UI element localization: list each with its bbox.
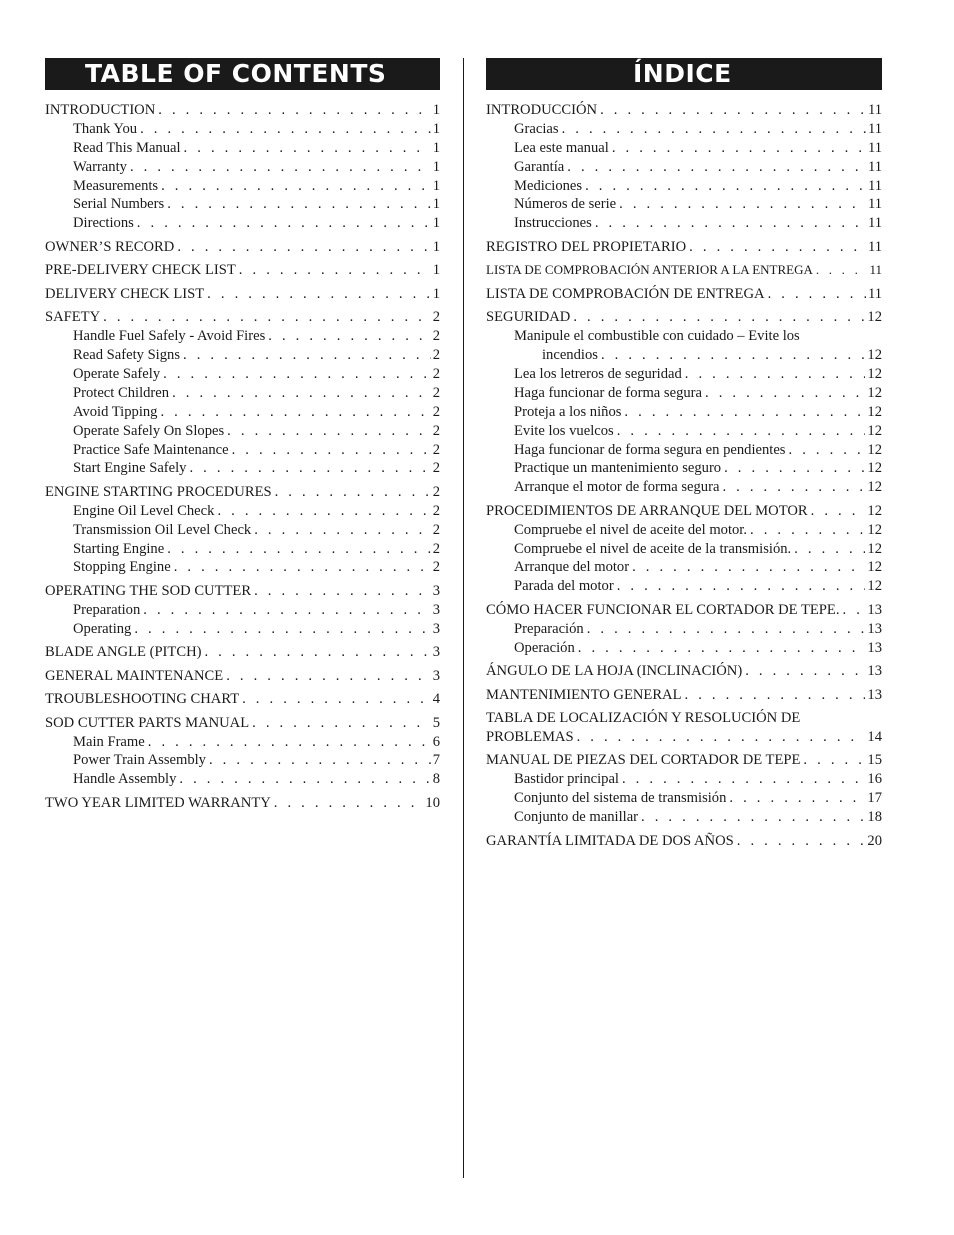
entry-title: Operación	[514, 639, 575, 656]
entry-title: Measurements	[73, 177, 159, 194]
toc-subsection-entry[interactable]	[486, 808, 882, 827]
leader-dots	[689, 238, 866, 257]
page-number: 11	[867, 215, 882, 232]
entry-title: Garantía	[514, 158, 565, 175]
toc-section-entry[interactable]	[486, 662, 882, 681]
entry-title: Handle Assembly	[73, 771, 177, 788]
toc-subsection-entry[interactable]	[486, 214, 882, 233]
page-number: 2	[432, 365, 440, 382]
entry-title: Directions	[73, 215, 134, 232]
entry-title: Start Engine Safely	[73, 460, 187, 477]
toc-subsection-entry[interactable]	[486, 521, 882, 540]
page-number: 17	[867, 790, 882, 807]
toc-subsection-entry[interactable]	[45, 384, 440, 403]
toc-section-entry[interactable]	[45, 690, 440, 709]
page-number: 1	[432, 102, 440, 118]
entry-title: Stopping Engine	[73, 559, 171, 576]
toc-title: TABLE OF CONTENTS	[45, 58, 440, 90]
entry-title: Thank You	[73, 120, 138, 137]
entry-title: Engine Oil Level Check	[73, 502, 215, 519]
toc-subsection-entry[interactable]	[486, 139, 882, 158]
page-number: 2	[432, 460, 440, 477]
page-number: 6	[432, 733, 440, 750]
entry-title: Operating	[73, 620, 132, 637]
entry-title: Handle Fuel Safely - Avoid Fires	[73, 328, 266, 345]
toc-subsection-entry[interactable]	[45, 120, 440, 139]
toc-section-entry[interactable]	[45, 794, 440, 813]
toc-subsection-entry[interactable]	[486, 346, 882, 365]
toc-subsection-entry[interactable]	[45, 365, 440, 384]
toc-subsection-entry[interactable]	[45, 620, 440, 639]
leader-dots	[641, 808, 865, 827]
toc-subsection-entry[interactable]	[45, 770, 440, 789]
leader-dots	[578, 639, 866, 658]
page-number: 20	[867, 832, 882, 849]
leader-dots	[595, 214, 866, 233]
page-number: 12	[867, 365, 882, 382]
entry-title: INTRODUCTION	[45, 102, 156, 118]
page-number: 11	[869, 262, 882, 278]
entry-title: incendios	[542, 347, 598, 364]
entry-title: TABLA DE LOCALIZACIÓN Y RESOLUCIÓN DE	[486, 710, 801, 727]
toc-section-entry[interactable]	[486, 261, 882, 280]
page-number: 1	[432, 215, 440, 232]
leader-dots	[275, 483, 431, 502]
toc-english	[45, 58, 440, 813]
page-number: 2	[432, 384, 440, 401]
entry-title: Read Safety Signs	[73, 347, 181, 364]
page-number: 12	[867, 479, 882, 496]
entry-title: Números de serie	[514, 196, 617, 213]
entry-title: LISTA DE COMPROBACIÓN ANTERIOR A LA ENTREGA	[486, 262, 813, 278]
entry-title: SEGURIDAD	[486, 309, 571, 326]
entry-title: Haga funcionar de forma segura en pendientes	[514, 441, 786, 458]
leader-dots	[254, 521, 430, 540]
toc-section-entry[interactable]	[486, 502, 882, 521]
entry-title: PROCEDIMIENTOS DE ARRANQUE DEL MOTOR	[486, 502, 808, 519]
toc-section-entry[interactable]	[486, 728, 882, 747]
page-number: 11	[867, 120, 882, 137]
toc-subsection-entry[interactable]	[45, 195, 440, 214]
toc-subsection-entry[interactable]	[486, 384, 882, 403]
page-number: 2	[432, 521, 440, 538]
leader-dots	[768, 285, 866, 304]
leader-dots	[705, 384, 865, 403]
leader-dots	[174, 558, 431, 577]
toc-subsection-entry[interactable]	[45, 177, 440, 196]
page-number: 7	[432, 752, 440, 769]
page-number: 12	[867, 403, 882, 420]
leader-dots	[587, 620, 866, 639]
leader-dots	[232, 441, 431, 460]
entry-title: Gracias	[514, 120, 559, 137]
page-number: 8	[432, 771, 440, 788]
leader-dots	[624, 403, 865, 422]
entry-title: ENGINE STARTING PROCEDURES	[45, 483, 272, 500]
entry-title: Transmission Oil Level Check	[73, 521, 252, 538]
leader-dots	[143, 601, 430, 620]
page-number: 3	[432, 667, 440, 684]
entry-title: Instrucciones	[514, 215, 592, 232]
page-number: 12	[867, 422, 882, 439]
toc-subsection-entry[interactable]	[486, 478, 882, 497]
leader-dots	[242, 690, 431, 709]
entry-title: Serial Numbers	[73, 196, 165, 213]
page-number: 2	[432, 559, 440, 576]
entry-title: Lea este manual	[514, 139, 609, 156]
toc-section-entry[interactable]	[45, 667, 440, 686]
toc-subsection-entry[interactable]	[45, 403, 440, 422]
page-number: 12	[867, 347, 882, 364]
page-number: 13	[867, 620, 882, 637]
page-number: 12	[867, 559, 882, 576]
toc-subsection-entry[interactable]	[45, 502, 440, 521]
leader-dots	[183, 346, 431, 365]
entry-title: Practice Safe Maintenance	[73, 441, 229, 458]
page-number: 16	[867, 771, 882, 788]
page-number: 11	[867, 177, 882, 194]
toc-subsection-entry[interactable]	[486, 441, 882, 460]
leader-dots	[811, 502, 866, 521]
page-number: 10	[425, 794, 440, 811]
leader-dots	[601, 346, 865, 365]
leader-dots	[134, 620, 430, 639]
toc-subsection-entry[interactable]	[45, 214, 440, 233]
leader-dots	[172, 384, 431, 403]
leader-dots	[750, 521, 865, 540]
leader-dots	[163, 365, 431, 384]
entry-title: PROBLEMAS	[486, 728, 574, 745]
entry-title: Practique un mantenimiento seguro	[514, 460, 722, 477]
toc-section-entry[interactable]	[45, 308, 440, 327]
page-number: 3	[432, 644, 440, 661]
page-number: 12	[867, 540, 882, 557]
entry-title: Preparación	[514, 620, 584, 637]
page-number: 11	[867, 285, 882, 302]
page-number: 12	[867, 441, 882, 458]
entry-title: Haga funcionar de forma segura	[514, 384, 703, 401]
leader-dots	[737, 832, 866, 851]
entry-title: REGISTRO DEL PROPIETARIO	[486, 238, 687, 255]
entry-title: Protect Children	[73, 384, 170, 401]
toc-section-entry[interactable]	[486, 285, 882, 304]
page-number: 2	[432, 328, 440, 345]
toc-subsection-entry[interactable]	[486, 422, 882, 441]
page-number: 12	[867, 384, 882, 401]
leader-dots	[585, 177, 866, 196]
toc-spanish	[486, 58, 882, 850]
toc-subsection-entry[interactable]	[486, 770, 882, 789]
toc-section-entry[interactable]	[486, 686, 882, 705]
leader-dots	[177, 238, 430, 257]
page-number: 11	[867, 139, 882, 156]
column-divider	[463, 58, 464, 1178]
page-number: 13	[867, 601, 882, 618]
entry-title: Starting Engine	[73, 540, 165, 557]
toc-list-english	[45, 101, 440, 813]
leader-dots	[239, 261, 431, 280]
leader-dots	[209, 751, 431, 770]
page-number: 2	[432, 441, 440, 458]
leader-dots	[794, 540, 865, 559]
leader-dots	[567, 158, 866, 177]
page-number: 18	[867, 809, 882, 826]
toc-subsection-entry[interactable]	[45, 521, 440, 540]
toc-subsection-entry[interactable]	[486, 620, 882, 639]
entry-title: Avoid Tipping	[73, 403, 158, 420]
toc-subsection-entry[interactable]	[486, 177, 882, 196]
leader-dots	[103, 308, 431, 327]
leader-dots	[632, 558, 865, 577]
page-number: 1	[432, 158, 440, 175]
leader-dots	[722, 478, 865, 497]
page-number: 1	[432, 177, 440, 194]
toc-subsection-entry[interactable]	[486, 327, 882, 346]
toc-section-entry[interactable]	[486, 709, 882, 728]
page-number: 12	[867, 578, 882, 595]
entry-title: Operate Safely	[73, 365, 161, 382]
leader-dots	[148, 733, 431, 752]
leader-dots	[226, 667, 430, 686]
leader-dots	[268, 327, 430, 346]
page-number: 12	[867, 521, 882, 538]
toc-subsection-entry[interactable]	[45, 459, 440, 478]
entry-title: Operate Safely On Slopes	[73, 422, 225, 439]
entry-title: Lea los letreros de seguridad	[514, 365, 682, 382]
leader-dots	[179, 770, 430, 789]
entry-title: Evite los vuelcos	[514, 422, 614, 439]
leader-dots	[685, 686, 866, 705]
page-number: 2	[432, 422, 440, 439]
entry-title: MANUAL DE PIEZAS DEL CORTADOR DE TEPE	[486, 752, 801, 769]
entry-title: Manipule el combustible con cuidado – Evite los	[514, 328, 800, 345]
toc-section-entry[interactable]	[486, 308, 882, 327]
leader-dots	[161, 177, 431, 196]
toc-subsection-entry[interactable]	[486, 120, 882, 139]
toc-section-entry[interactable]	[45, 483, 440, 502]
entry-title: Preparation	[73, 601, 141, 618]
leader-dots	[140, 120, 431, 139]
page-number: 13	[867, 663, 882, 680]
toc-section-entry[interactable]	[486, 832, 882, 851]
entry-title: TWO YEAR LIMITED WARRANTY	[45, 794, 271, 811]
page-number: 13	[867, 686, 882, 703]
toc-subsection-entry[interactable]	[486, 403, 882, 422]
entry-title: Power Train Assembly	[73, 752, 206, 769]
leader-dots	[577, 728, 866, 747]
page-number: 3	[432, 582, 440, 599]
toc-subsection-entry[interactable]	[486, 158, 882, 177]
leader-dots	[217, 502, 430, 521]
page-number: 2	[432, 309, 440, 326]
entry-title: DELIVERY CHECK LIST	[45, 285, 205, 302]
toc-subsection-entry[interactable]	[45, 733, 440, 752]
leader-dots	[158, 101, 430, 120]
entry-title: TROUBLESHOOTING CHART	[45, 691, 240, 708]
toc-section-entry[interactable]	[45, 582, 440, 601]
page-number: 11	[867, 238, 882, 255]
leader-dots	[160, 403, 430, 422]
leader-dots	[617, 422, 866, 441]
toc-section-entry[interactable]	[45, 238, 440, 257]
leader-dots	[617, 577, 866, 596]
toc-section-entry[interactable]	[45, 261, 440, 280]
page-number: 1	[432, 285, 440, 302]
leader-dots	[207, 285, 431, 304]
entry-title: ÁNGULO DE LA HOJA (INCLINACIÓN)	[486, 663, 743, 680]
page-number: 2	[432, 502, 440, 519]
page-number: 13	[867, 639, 882, 656]
toc-subsection-entry[interactable]	[45, 158, 440, 177]
leader-dots	[729, 789, 865, 808]
toc-section-entry[interactable]	[45, 285, 440, 304]
page-number: 3	[432, 620, 440, 637]
entry-title: Compruebe el nivel de aceite de la transmisión.	[514, 540, 792, 557]
toc-section-entry[interactable]	[486, 238, 882, 257]
leader-dots	[816, 261, 868, 280]
toc-subsection-entry[interactable]	[486, 459, 882, 478]
entry-title: Warranty	[73, 158, 127, 175]
leader-dots	[724, 459, 865, 478]
entry-title: CÓMO HACER FUNCIONAR EL CORTADOR DE TEPE.	[486, 601, 840, 618]
leader-dots	[612, 139, 866, 158]
leader-dots	[254, 582, 431, 601]
page-number: 1	[432, 196, 440, 213]
entry-title: Compruebe el nivel de aceite del motor.	[514, 521, 748, 538]
entry-title: MANTENIMIENTO GENERAL	[486, 686, 682, 703]
toc-subsection-entry[interactable]	[486, 558, 882, 577]
toc-subsection-entry[interactable]	[45, 601, 440, 620]
leader-dots	[137, 214, 431, 233]
toc-subsection-entry[interactable]	[486, 789, 882, 808]
toc-subsection-entry[interactable]	[45, 441, 440, 460]
toc-list-spanish	[486, 101, 882, 850]
leader-dots	[600, 101, 866, 120]
leader-dots	[130, 158, 431, 177]
toc-subsection-entry[interactable]	[45, 540, 440, 559]
leader-dots	[803, 751, 865, 770]
leader-dots	[843, 601, 866, 620]
entry-title: Parada del motor	[514, 578, 614, 595]
page-number: 3	[432, 601, 440, 618]
toc-subsection-entry[interactable]	[45, 327, 440, 346]
page-number: 2	[432, 483, 440, 500]
toc-subsection-entry[interactable]	[486, 365, 882, 384]
entry-title: Main Frame	[73, 733, 145, 750]
toc-section-entry[interactable]	[45, 643, 440, 662]
page-number: 2	[432, 347, 440, 364]
entry-title: OWNER’S RECORD	[45, 238, 175, 255]
entry-title: Proteja a los niños	[514, 403, 622, 420]
leader-dots	[204, 643, 430, 662]
page-number: 2	[432, 403, 440, 420]
leader-dots	[562, 120, 866, 139]
entry-title: GARANTÍA LIMITADA DE DOS AÑOS	[486, 832, 734, 849]
entry-title: PRE-DELIVERY CHECK LIST	[45, 262, 236, 279]
leader-dots	[227, 422, 431, 441]
leader-dots	[167, 540, 431, 559]
leader-dots	[252, 714, 431, 733]
entry-title: SAFETY	[45, 309, 101, 326]
toc-section-entry[interactable]	[45, 101, 440, 120]
page-number: 15	[867, 752, 882, 769]
page-number: 12	[867, 502, 882, 519]
toc-subsection-entry[interactable]	[45, 139, 440, 158]
page-number: 11	[867, 102, 882, 118]
page-number: 11	[867, 196, 882, 213]
entry-title: Mediciones	[514, 177, 583, 194]
leader-dots	[619, 195, 866, 214]
leader-dots	[184, 139, 431, 158]
toc-subsection-entry[interactable]	[45, 422, 440, 441]
toc-section-entry[interactable]	[486, 751, 882, 770]
toc-subsection-entry[interactable]	[45, 558, 440, 577]
toc-section-entry[interactable]	[45, 714, 440, 733]
entry-title: GENERAL MAINTENANCE	[45, 667, 224, 684]
entry-title: LISTA DE COMPROBACIÓN DE ENTREGA	[486, 285, 765, 302]
page-number: 1	[432, 238, 440, 255]
page-number: 12	[867, 309, 882, 326]
toc-subsection-entry[interactable]	[486, 540, 882, 559]
entry-title: INTRODUCCIÓN	[486, 102, 598, 118]
entry-title: Arranque el motor de forma segura	[514, 479, 720, 496]
leader-dots	[573, 308, 865, 327]
page-number: 1	[432, 262, 440, 279]
page-number: 4	[432, 691, 440, 708]
entry-title: BLADE ANGLE (PITCH)	[45, 644, 202, 661]
toc-section-entry[interactable]	[486, 101, 882, 120]
toc-subsection-entry[interactable]	[45, 751, 440, 770]
leader-dots	[789, 441, 866, 460]
leader-dots	[685, 365, 866, 384]
toc-section-entry[interactable]	[486, 601, 882, 620]
entry-title: Read This Manual	[73, 139, 181, 156]
leader-dots	[167, 195, 431, 214]
page-number: 12	[867, 460, 882, 477]
toc-subsection-entry[interactable]	[486, 195, 882, 214]
page-number: 11	[867, 158, 882, 175]
page-number: 14	[867, 728, 882, 745]
toc-subsection-entry[interactable]	[486, 639, 882, 658]
entry-title: Bastidor principal	[514, 771, 619, 788]
toc-subsection-entry[interactable]	[45, 346, 440, 365]
indice-title: ÍNDICE	[486, 58, 882, 90]
page-number: 2	[432, 540, 440, 557]
entry-title: Conjunto del sistema de transmisión	[514, 790, 727, 807]
page-number: 1	[432, 120, 440, 137]
entry-title: SOD CUTTER PARTS MANUAL	[45, 714, 250, 731]
entry-title: Conjunto de manillar	[514, 809, 639, 826]
entry-title: Arranque del motor	[514, 559, 630, 576]
entry-title: OPERATING THE SOD CUTTER	[45, 582, 252, 599]
leader-dots	[274, 794, 424, 813]
page-number: 1	[432, 139, 440, 156]
toc-subsection-entry[interactable]	[486, 577, 882, 596]
leader-dots	[745, 662, 865, 681]
page-number: 5	[432, 714, 440, 731]
leader-dots	[189, 459, 430, 478]
leader-dots	[622, 770, 865, 789]
